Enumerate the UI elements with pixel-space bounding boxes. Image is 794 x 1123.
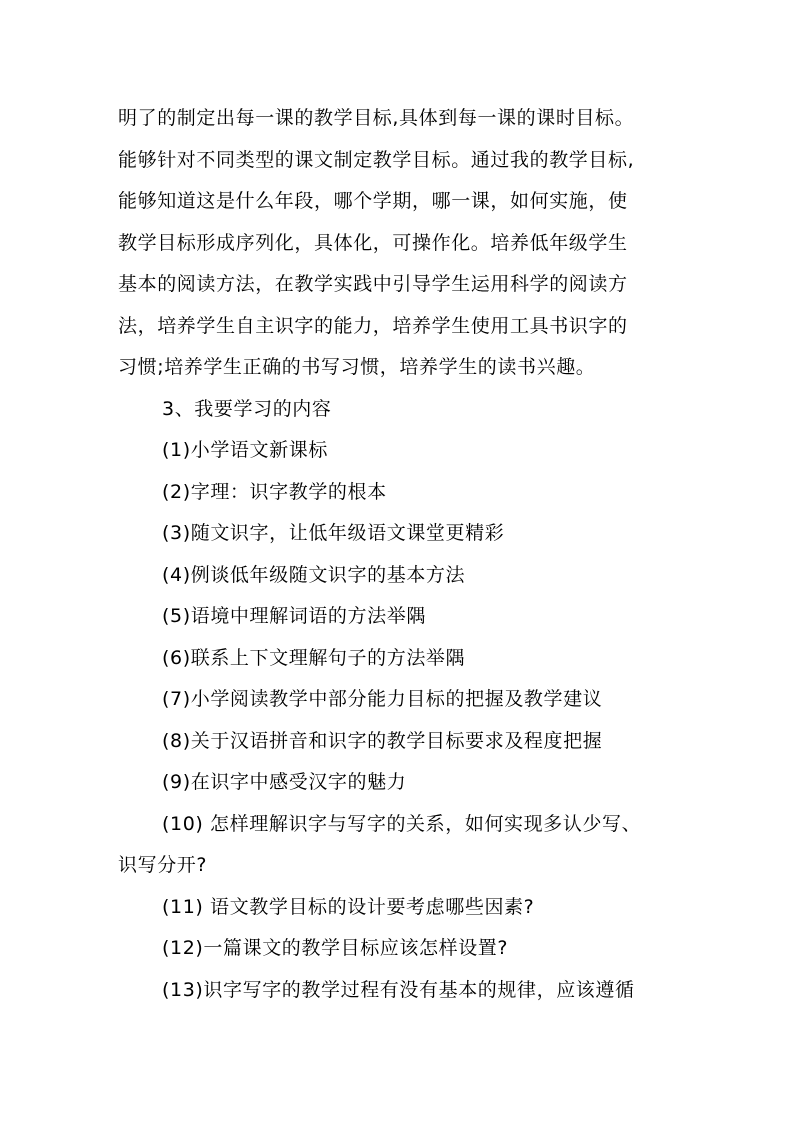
paragraph-line-4: 教学目标形成序列化，具体化，可操作化。培养低年级学生	[118, 232, 628, 254]
list-item-2: (2)字理：识字教学的根本	[162, 481, 387, 503]
list-item-7: (7)小学阅读教学中部分能力目标的把握及教学建议	[162, 688, 603, 710]
list-item-3: (3)随文识字，让低年级语文课堂更精彩	[162, 522, 505, 544]
paragraph-line-5: 基本的阅读方法，在教学实践中引导学生运用科学的阅读方	[118, 273, 628, 295]
list-item-10: (10) 怎样理解识字与写字的关系，如何实现多认少写、	[162, 813, 642, 835]
section-heading: 3、我要学习的内容	[162, 398, 332, 420]
list-item-13: (13)识字写字的教学过程有没有基本的规律，应该遵循	[162, 979, 635, 1001]
paragraph-line-7: 习惯;培养学生正确的书写习惯，培养学生的读书兴趣。	[118, 356, 596, 378]
list-item-10-continued: 识写分开?	[118, 854, 208, 876]
list-item-6: (6)联系上下文理解句子的方法举隅	[162, 647, 466, 669]
list-item-1: (1)小学语文新课标	[162, 439, 328, 461]
paragraph-line-1: 明了的制定出每一课的教学目标,具体到每一课的课时目标。	[118, 107, 635, 129]
list-item-5: (5)语境中理解词语的方法举隅	[162, 605, 426, 627]
paragraph-line-2: 能够针对不同类型的课文制定教学目标。通过我的教学目标,	[118, 149, 635, 171]
list-item-8: (8)关于汉语拼音和识字的教学目标要求及程度把握	[162, 730, 603, 752]
paragraph-line-3: 能够知道这是什么年段，哪个学期，哪一课，如何实施，使	[118, 190, 628, 212]
list-item-11: (11) 语文教学目标的设计要考虑哪些因素?	[162, 896, 535, 918]
list-item-4: (4)例谈低年级随文识字的基本方法	[162, 564, 466, 586]
list-item-12: (12)一篇课文的教学目标应该怎样设置?	[162, 937, 509, 959]
list-item-9: (9)在识字中感受汉字的魅力	[162, 771, 407, 793]
paragraph-line-6: 法，培养学生自主识字的能力，培养学生使用工具书识字的	[118, 315, 628, 337]
